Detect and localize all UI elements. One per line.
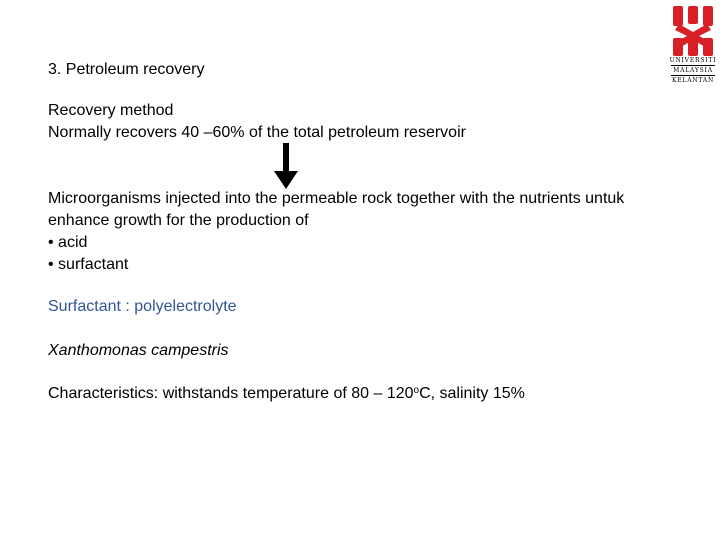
logo-text-line: MALAYSIA xyxy=(673,67,713,74)
university-logo xyxy=(668,6,718,85)
recovery-method-label: Recovery method xyxy=(48,102,174,119)
university-logo-icon xyxy=(671,6,715,56)
recovery-rate-text: Normally recovers 40 –60% of the total petroleum reservoir xyxy=(48,124,466,141)
paragraph-line: enhance growth for the production of xyxy=(48,212,309,229)
microorganisms-paragraph xyxy=(48,188,688,276)
bullet-item: • surfactant xyxy=(48,256,129,273)
characteristics-text xyxy=(48,383,525,405)
characteristics-suffix: C, salinity 15% xyxy=(419,385,525,402)
down-arrow-icon xyxy=(274,143,298,194)
paragraph-line: Microorganisms injected into the permeable rock together with the nutrients untuk xyxy=(48,190,625,207)
slide-title: 3. Petroleum recovery xyxy=(48,61,205,78)
species-name: Xanthomonas campestris xyxy=(48,342,229,359)
characteristics-prefix: Characteristics: withstands temperature of 80 – 120 xyxy=(48,385,414,402)
bullet-item: • acid xyxy=(48,234,88,251)
logo-text-line: KELANTAN xyxy=(671,77,715,84)
logo-text-line: UNIVERSITI xyxy=(669,57,717,64)
surfactant-heading: Surfactant : polyelectrolyte xyxy=(48,298,237,315)
degree-superscript: o xyxy=(413,385,420,396)
